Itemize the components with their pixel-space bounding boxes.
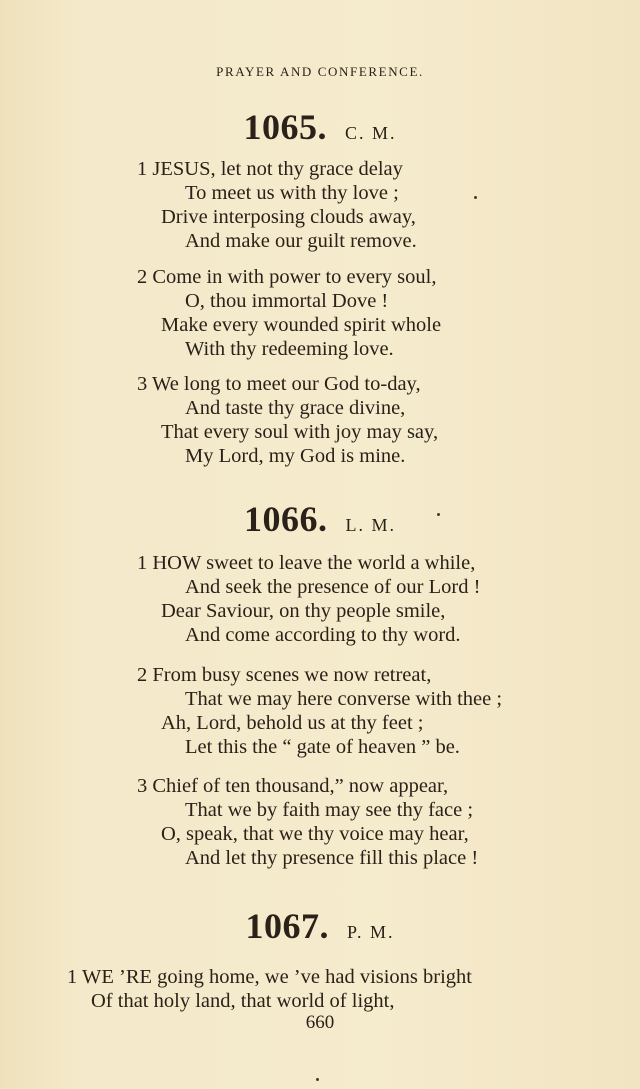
page-number: 660 xyxy=(305,1012,335,1033)
hymn-meter: C. M. xyxy=(344,123,397,143)
verse-line: And taste thy grace divine, xyxy=(185,397,406,419)
verse-line: Let this the “ gate of heaven ” be. xyxy=(185,736,460,758)
verse-line: Dear Saviour, on thy people smile, xyxy=(161,600,446,622)
verse-line: 1 WE ’RE going home, we ’ve had visions bright xyxy=(67,966,473,988)
hymn-heading xyxy=(0,106,640,148)
verse-line: To meet us with thy love ; xyxy=(185,182,399,204)
running-head: PRAYER AND CONFERENCE. xyxy=(216,64,424,79)
verse-line: And seek the presence of our Lord ! xyxy=(185,576,481,598)
verse-line: 2 Come in with power to every soul, xyxy=(137,266,437,288)
ink-speck xyxy=(316,1078,319,1081)
ink-speck xyxy=(437,513,440,516)
verse-line: 3 We long to meet our God to-day, xyxy=(137,373,421,395)
verse-line: Drive interposing clouds away, xyxy=(161,206,416,228)
verse-line: Of that holy land, that world of light, xyxy=(91,990,395,1012)
verse-line: 1 HOW sweet to leave the world a while, xyxy=(137,552,476,574)
hymn-number: 1066. xyxy=(244,499,328,539)
verse-line: That every soul with joy may say, xyxy=(161,421,439,443)
hymn-number: 1065. xyxy=(243,107,327,147)
ink-speck xyxy=(474,196,477,199)
verse-line: 3 Chief of ten thousand,” now appear, xyxy=(137,775,449,797)
hymn-meter: P. M. xyxy=(346,922,395,942)
verse-line: With thy redeeming love. xyxy=(185,338,394,360)
verse-line: Ah, Lord, behold us at thy feet ; xyxy=(161,712,424,734)
verse-line: Make every wounded spirit whole xyxy=(161,314,442,336)
hymn-heading xyxy=(0,905,640,947)
verse-line: O, thou immortal Dove ! xyxy=(185,290,389,312)
verse-line: That we by faith may see thy face ; xyxy=(185,799,474,821)
verse-line: That we may here converse with thee ; xyxy=(185,688,503,710)
verse-line: My Lord, my God is mine. xyxy=(185,445,406,467)
hymn-number: 1067. xyxy=(245,906,329,946)
verse-line: 2 From busy scenes we now retreat, xyxy=(137,664,432,686)
verse-line: 1 JESUS, let not thy grace delay xyxy=(137,158,403,180)
verse-line: And come according to thy word. xyxy=(185,624,461,646)
hymn-heading xyxy=(0,498,640,540)
verse-line: And let thy presence fill this place ! xyxy=(185,847,479,869)
verse-line: And make our guilt remove. xyxy=(185,230,417,252)
verse-line: O, speak, that we thy voice may hear, xyxy=(161,823,469,845)
hymn-meter: L. M. xyxy=(345,515,396,535)
